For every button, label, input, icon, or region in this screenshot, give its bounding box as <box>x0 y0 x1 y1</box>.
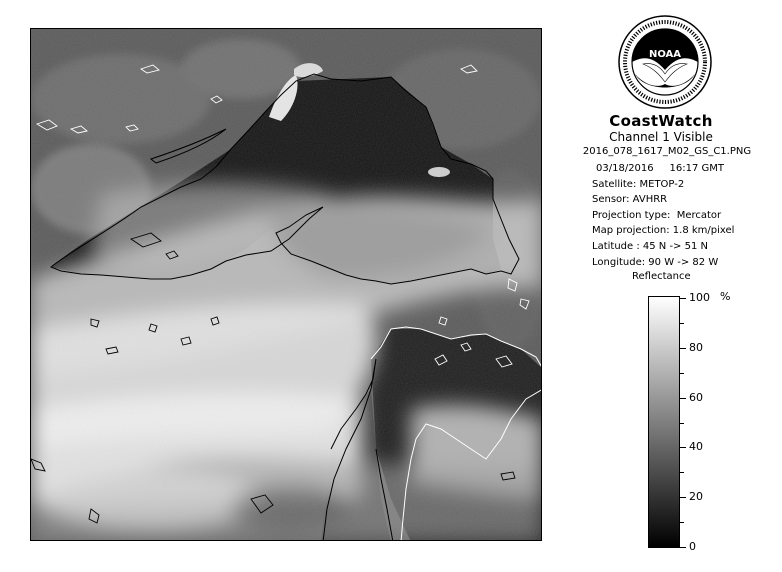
colorbar-title: Reflectance <box>632 271 691 282</box>
colorbar-tick-label-60: 60 <box>689 390 703 404</box>
satellite-line: Satellite: METOP-2 <box>592 178 685 190</box>
colorbar-tick-label-20: 20 <box>689 490 703 504</box>
colorbar-tick-100 <box>680 298 686 299</box>
acquisition-datetime <box>592 161 734 177</box>
info-panel <box>560 0 782 572</box>
acquisition-date: 03/18/2016 <box>596 163 654 174</box>
latitude-line: Latitude : 45 N -> 51 N <box>592 240 708 252</box>
image-filename: 2016_078_1617_M02_GS_C1.PNG <box>582 146 752 157</box>
projection-type-line: Projection type: Mercator <box>592 209 722 221</box>
longitude-line: Longitude: 90 W -> 82 W <box>592 256 719 268</box>
colorbar-tick-20 <box>680 497 686 498</box>
colorbar-tick-label-100: 100 <box>689 291 710 304</box>
image-metadata <box>592 161 734 270</box>
colorbar-minor-tick <box>680 522 684 523</box>
colorbar-tick-label-80: 80 <box>689 340 703 354</box>
sensor-line: Sensor: AVHRR <box>592 194 668 206</box>
map-projection-line: Map projection: 1.8 km/pixel <box>592 225 735 237</box>
colorbar-minor-tick <box>680 423 684 424</box>
colorbar-minor-tick <box>680 323 684 324</box>
reflectance-colorbar <box>648 296 680 548</box>
noaa-seal-text: NOAA <box>648 49 682 60</box>
satellite-image <box>30 28 542 541</box>
colorbar-tick-label-0: 0 <box>689 540 696 553</box>
noaa-seal-icon <box>615 12 715 112</box>
colorbar-tick-60 <box>680 398 686 399</box>
colorbar-tick-80 <box>680 348 686 349</box>
colorbar-tick-label-40: 40 <box>689 440 703 454</box>
acquisition-time: 16:17 GMT <box>669 163 725 174</box>
colorbar-minor-tick <box>680 373 684 374</box>
channel-name: Channel 1 Visible <box>609 130 713 144</box>
colorbar-minor-tick <box>680 472 684 473</box>
colorbar-unit: % <box>720 290 731 303</box>
brand-title: CoastWatch <box>609 112 713 130</box>
colorbar-tick-0 <box>680 547 686 548</box>
colorbar-tick-40 <box>680 447 686 448</box>
